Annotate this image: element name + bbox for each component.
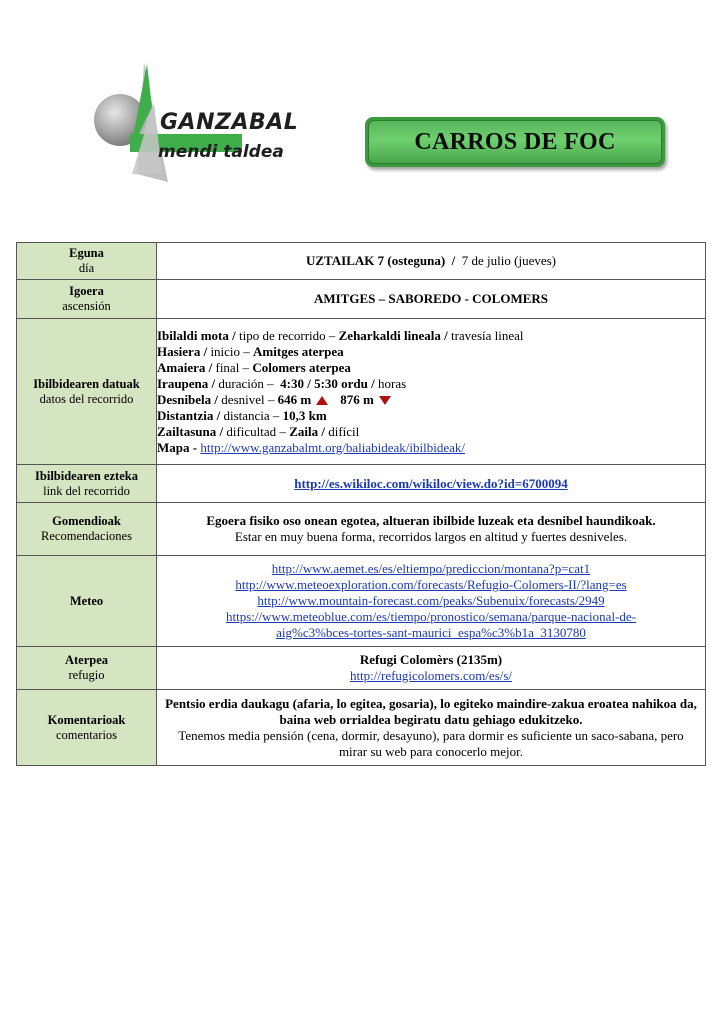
row-ezteka <box>17 465 706 503</box>
label-ibilbidea: Ibilbidearen datuak <box>33 376 140 391</box>
wikiloc-link[interactable]: http://es.wikiloc.com/wikiloc/view.do?id=6700094 <box>294 475 568 491</box>
date-value: UZTAILAK 7 (osteguna) / 7 de julio (jueves) <box>157 243 706 280</box>
label-dia: día <box>78 261 95 275</box>
refuge-link[interactable]: http://refugicolomers.com/es/s/ <box>349 668 513 683</box>
route-end: Amaiera / final – Colomers aterpea <box>157 359 351 375</box>
label-eguna: Eguna <box>69 246 104 260</box>
row-igoera <box>17 280 706 319</box>
label-ascension: ascensión <box>62 299 111 313</box>
row-meteo <box>17 556 706 647</box>
recommendation-es: Estar en muy buena forma, recorridos largos en altitud y fuertes desniveles. <box>234 529 628 544</box>
label-igoera: Igoera <box>69 284 104 298</box>
label-refugio: refugio <box>68 668 105 682</box>
comment-eu: Pentsio erdia daukagu (afaria, lo egitea, gosaria), lo egiteko maindire-zakua eroatea nahikoa da, baina web orrialdea begiratu datu gehiago edukitzeko. <box>165 695 697 727</box>
label-aterpea: Aterpea <box>64 653 109 667</box>
meteo-link-meteoblue-cont[interactable]: aig%c3%bces-tortes-sant-maurici_espa%c3%b1a_3130780 <box>276 625 586 640</box>
row-komentarioak <box>17 690 706 766</box>
route-duration: Iraupena / duración – 4:30 / 5:30 ordu / horas <box>157 375 407 391</box>
label-recomendaciones: Recomendaciones <box>41 529 132 543</box>
meteo-link-mountain-forecast[interactable]: http://www.mountain-forecast.com/peaks/Subenuix/forecasts/2949 <box>257 593 605 608</box>
row-ibilbidea <box>17 319 706 465</box>
elevation-gain: 646 m <box>277 391 312 407</box>
page-title: CARROS DE FOC <box>414 128 616 155</box>
logo-subtitle: mendi taldea <box>158 142 284 162</box>
row-aterpea <box>17 647 706 690</box>
route-info-table <box>16 242 706 766</box>
label-ezteka: Ibilbidearen ezteka <box>35 468 138 483</box>
logo-name: GANZABAL <box>160 110 299 135</box>
meteo-link-meteoexploration[interactable]: http://www.meteoexploration.com/forecasts/Refugio-Colomers-II/?lang=es <box>235 577 627 592</box>
label-komentarioak: Komentarioak <box>47 712 126 727</box>
label-datos: datos del recorrido <box>39 391 134 406</box>
arrow-up-icon <box>316 396 328 405</box>
recommendation-eu: Egoera fisiko oso onean egotea, altueran ibilbide luzeak eta desnibel haundikoak. <box>206 513 656 528</box>
row-gomendioak <box>17 503 706 556</box>
refuge-name: Refugi Colomèrs (2135m) <box>359 652 503 667</box>
route-difficulty: Zailtasuna / dificultad – Zaila / difícil <box>157 423 360 439</box>
map-link[interactable]: http://www.ganzabalmt.org/baliabideak/ibilbideak/ <box>200 439 465 455</box>
meteo-link-aemet[interactable]: http://www.aemet.es/es/eltiempo/prediccion/montana?p=cat1 <box>271 561 591 576</box>
label-link: link del recorrido <box>43 483 130 498</box>
label-comentarios: comentarios <box>55 727 118 742</box>
route-start: Hasiera / inicio – Amitges aterpea <box>157 343 344 359</box>
label-gomendioak: Gomendioak <box>52 514 121 528</box>
route-map: Mapa - http://www.ganzabalmt.org/baliabideak/ibilbideak/ <box>157 439 465 455</box>
elevation-loss: 876 m <box>340 391 374 407</box>
label-meteo: Meteo <box>69 593 104 608</box>
route-details <box>157 319 706 465</box>
row-eguna <box>17 243 706 280</box>
comment-es: Tenemos media pensión (cena, dormir, desayuno), para dormir es suficiente un saco-sabana, pero mirar su web para conocerlo mejor. <box>178 727 684 759</box>
route-distance: Distantzia / distancia – 10,3 km <box>157 407 327 423</box>
club-logo <box>92 62 299 182</box>
ascent-value: AMITGES – SABOREDO - COLOMERS <box>157 280 706 319</box>
meteo-link-meteoblue[interactable]: https://www.meteoblue.com/es/tiempo/pronostico/semana/parque-nacional-de- <box>226 609 636 624</box>
arrow-down-icon <box>379 396 391 405</box>
route-type: Ibilaldi mota / tipo de recorrido – Zeharkaldi lineala / travesía lineal <box>157 327 524 343</box>
title-banner <box>365 117 665 167</box>
route-elevation: Desnibela / desnivel – 646 m 876 m <box>157 392 705 408</box>
